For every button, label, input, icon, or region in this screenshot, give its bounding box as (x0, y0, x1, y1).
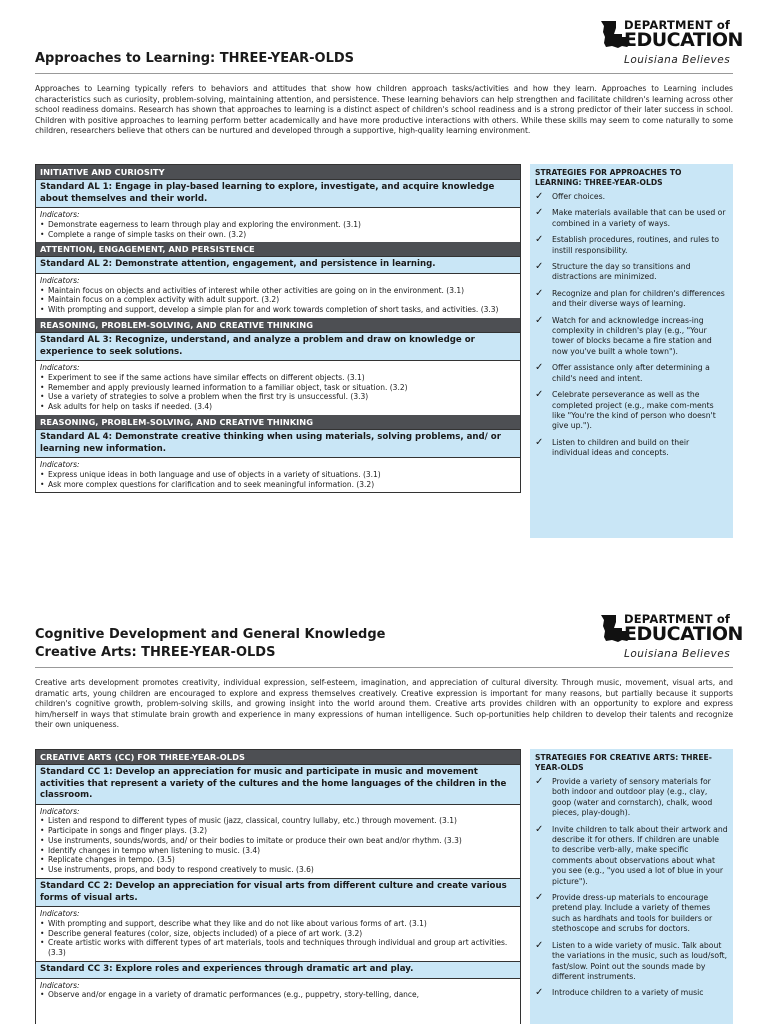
strategy-item: ✓ Listen to a wide variety of music. Talk about the variations in the music, such as loud/soft, fast/slow. Point out the sounds made by different instruments. (535, 939, 728, 981)
strategy-item: ✓ Make materials available that can be used or combined in a variety of ways. (535, 207, 726, 228)
logo-education-text: EDUCATION (624, 623, 743, 645)
indicator-item: • Describe general features (color, size, objects included) of a piece of art work. (3.2) (40, 929, 516, 939)
indicator-item: • With prompting and support, describe what they like and do not like about various forms of art. (3.1) (40, 919, 516, 929)
indicators-label: Indicators: (40, 275, 80, 285)
strategy-item: ✓ Provide dress-up materials to encourage pretend play. Include a variety of themes such as hardhats and tools for builders or stethoscope and scrubs for doctors. (535, 892, 713, 934)
checkmark-icon: ✓ (535, 234, 544, 246)
department-logo (600, 612, 743, 670)
standards-table (35, 164, 521, 493)
indicators-block (36, 805, 520, 879)
indicators-block (36, 907, 520, 961)
intro-paragraph: Approaches to Learning typically refers to behaviors and attitudes that show how children approach tasks/activities and how they learn. Approaches to Learning includes characteristics such as curiosity, problem-solving, maintaining attention, and persistence. These learning behaviors can help strengthen and facilitate children's learning across other school readiness domains. Research has shown that approaches to learning is a distinct aspect of children's school readiness and is a strong predictor of their later success in school. Children with positive approaches to learning perform better academically and have more productive interactions with others. While these skills may seem to come naturally to some children, researchers believe that others can be nurtured and developed through a supportive, high-quality learning environment. (35, 84, 733, 135)
strategy-item: ✓ Offer assistance only after determining a child's need and intent. (535, 362, 710, 383)
page-title: Approaches to Learning: THREE-YEAR-OLDS (35, 51, 355, 66)
indicators-label: Indicators: (40, 980, 80, 990)
strategies-panel (530, 749, 733, 1024)
title-divider (35, 73, 733, 74)
indicator-item: • With prompting and support, develop a simple plan for and work towards completion of short tasks, and activities. (3.3) (40, 305, 516, 315)
indicator-item: • Use instruments, props, and body to respond creatively to music. (3.6) (40, 865, 516, 875)
indicator-item: • Maintain focus on objects and activities of interest while other activities are going on in the environment. (3.1) (40, 286, 516, 296)
standard-heading: Standard AL 3: Recognize, understand, and analyze a problem and draw on knowledge or experience to seek solutions. (36, 332, 520, 361)
strategy-item: ✓ Structure the day so transitions and distractions are minimized. (535, 261, 691, 282)
title-divider (35, 667, 733, 668)
indicator-item: • Ask adults for help on tasks if needed. (3.4) (40, 402, 516, 412)
standard-heading: Standard CC 1: Develop an appreciation for music and participate in music and movement activities that represent a variety of the cultures and the home languages of the children in the classroom. (36, 764, 520, 805)
standard-heading: Standard AL 4: Demonstrate creative thinking when using materials, solving problems, and/ or learning new information. (36, 429, 520, 458)
checkmark-icon: ✓ (535, 776, 544, 787)
indicator-item: • Remember and apply previously learned information to a familiar object, task or situation. (3.2) (40, 383, 516, 393)
checkmark-icon: ✓ (535, 436, 544, 448)
indicator-item: • Create artistic works with different types of art materials, tools and techniques through individual and group art activities. (3.3) (40, 938, 516, 958)
indicator-item: • Experiment to see if the same actions have similar effects on different objects. (3.1) (40, 373, 516, 383)
department-logo (600, 18, 743, 76)
page-subtitle: Creative Arts: THREE-YEAR-OLDS (35, 645, 276, 660)
logo-department-text: DEPARTMENT of (624, 18, 731, 32)
indicator-item: • Use a variety of strategies to solve a problem when the first try is unsuccessful. (3.3) (40, 392, 516, 402)
indicator-item: • Maintain focus on a complex activity with adult support. (3.2) (40, 295, 516, 305)
standard-heading: Standard AL 2: Demonstrate attention, engagement, and persistence in learning. (36, 256, 520, 274)
indicators-label: Indicators: (40, 909, 80, 919)
indicators-block (36, 208, 520, 242)
indicator-item: • Identify changes in tempo when listening to music. (3.4) (40, 846, 516, 856)
page-title: Cognitive Development and General Knowledge (35, 627, 386, 642)
domain-bar: INITIATIVE AND CURIOSITY (36, 165, 520, 179)
strategy-item: ✓ Provide a variety of sensory materials for both indoor and outdoor play (e.g., clay, goop (water and cornstarch), chalk, wood pieces, play-dough). (535, 776, 713, 818)
strategy-item: ✓ Invite children to talk about their artwork and describe it for others. If children are unable to describe verb-ally, make specific comments about observations about what you see (e.g., "you used a lot of blue in your picture"). (535, 823, 728, 886)
indicators-block (36, 458, 520, 492)
indicator-item: • Replicate changes in tempo. (3.5) (40, 855, 516, 865)
checkmark-icon: ✓ (535, 939, 544, 951)
standard-heading: Standard CC 3: Explore roles and experiences through dramatic art and play. (36, 961, 520, 979)
indicator-item: • Express unique ideas in both language and use of objects in a variety of situations. (3.1) (40, 470, 516, 480)
checkmark-icon: ✓ (535, 892, 544, 904)
strategy-item: ✓ Establish procedures, routines, and rules to instill responsibility. (535, 234, 720, 255)
standard-heading: Standard AL 1: Engage in play-based learning to explore, investigate, and acquire knowledge about themselves and their world. (36, 179, 520, 208)
indicator-item: • Use instruments, sounds/words, and/ or their bodies to imitate or produce their own beat and/or rhythm. (3.3) (40, 836, 516, 846)
strategy-item: ✓ Introduce children to a variety of music (535, 987, 704, 999)
indicators-block (36, 361, 520, 415)
strategy-item: ✓ Offer choices. (535, 191, 606, 202)
logo-department-text: DEPARTMENT of (624, 612, 731, 626)
indicator-item: • Participate in songs and finger plays. (3.2) (40, 826, 516, 836)
logo-tagline: Louisiana Believes (624, 54, 731, 66)
domain-bar: CREATIVE ARTS (CC) FOR THREE-YEAR-OLDS (36, 750, 520, 764)
strategy-item: ✓ Recognize and plan for children's differences and their diverse ways of learning. (535, 287, 725, 309)
checkmark-icon: ✓ (535, 362, 544, 374)
strategies-title: STRATEGIES FOR APPROACHES TO LEARNING: THREE-YEAR-OLDS (535, 168, 682, 187)
indicators-label: Indicators: (40, 210, 80, 219)
indicator-item: • Demonstrate eagerness to learn through play and exploring the environment. (3.1) (40, 220, 516, 230)
strategies-title: STRATEGIES FOR CREATIVE ARTS: THREE-YEAR-OLDS (535, 753, 712, 772)
checkmark-icon: ✓ (535, 207, 544, 219)
strategy-item: ✓ Celebrate perseverance as well as the completed project (e.g., make com-ments like "You're the kind of person who doesn't give up."). (535, 389, 716, 431)
domain-bar: REASONING, PROBLEM-SOLVING, AND CREATIVE THINKING (36, 318, 520, 332)
checkmark-icon: ✓ (535, 261, 544, 273)
checkmark-icon: ✓ (535, 191, 544, 202)
standard-heading: Standard CC 2: Develop an appreciation for visual arts from different culture and create various forms of visual arts. (36, 878, 520, 907)
strategies-panel (530, 164, 733, 538)
checkmark-icon: ✓ (535, 287, 544, 299)
checkmark-icon: ✓ (535, 389, 544, 401)
indicators-block (36, 979, 520, 1004)
indicators-label: Indicators: (40, 363, 80, 373)
indicators-label: Indicators: (40, 460, 80, 470)
indicators-block (36, 274, 520, 318)
intro-paragraph: Creative arts development promotes creativity, individual expression, self-esteem, imagination, and appreciation of cultural diversity. Through music, movement, visual arts, and dramatic arts, young children are encouraged to explore and express themselves creatively. Creative expression is important for many reasons, but partially because it supports children's cognitive growth, problem-solving skills, and growing insight into the world around them. Creative arts provides children with an opportunity to explore and express him/herself in ways that stimulate brain growth and experience in many expressions of human intelligence. Such op-portunities help children to develop their talents and recognize their own uniqueness. (35, 678, 733, 729)
creative-arts-page (0, 596, 768, 1024)
indicator-item: • Complete a range of simple tasks on their own. (3.2) (40, 230, 516, 240)
logo-education-text: EDUCATION (624, 29, 743, 51)
indicator-item: • Observe and/or engage in a variety of dramatic performances (e.g., puppetry, story-telling, dance, (40, 990, 516, 1000)
indicator-item: • Listen and respond to different types of music (jazz, classical, country lullaby, etc.) through movement. (3.1) (40, 816, 516, 826)
indicators-label: Indicators: (40, 806, 80, 816)
strategy-item: ✓ Watch for and acknowledge increas-ing complexity in children's play (e.g., "Your tower of blocks became a fire station and now you've built a whole town"). (535, 314, 712, 356)
logo-tagline: Louisiana Believes (624, 648, 731, 660)
standards-table (35, 749, 521, 1024)
strategy-item: ✓ Listen to children and build on their individual ideas and concepts. (535, 436, 690, 458)
indicator-item: • Ask more complex questions for clarification and to seek meaningful information. (3.2) (40, 480, 516, 490)
domain-bar: REASONING, PROBLEM-SOLVING, AND CREATIVE THINKING (36, 415, 520, 429)
domain-bar: ATTENTION, ENGAGEMENT, AND PERSISTENCE (36, 242, 520, 256)
checkmark-icon: ✓ (535, 823, 544, 835)
checkmark-icon: ✓ (535, 987, 544, 999)
checkmark-icon: ✓ (535, 314, 544, 326)
